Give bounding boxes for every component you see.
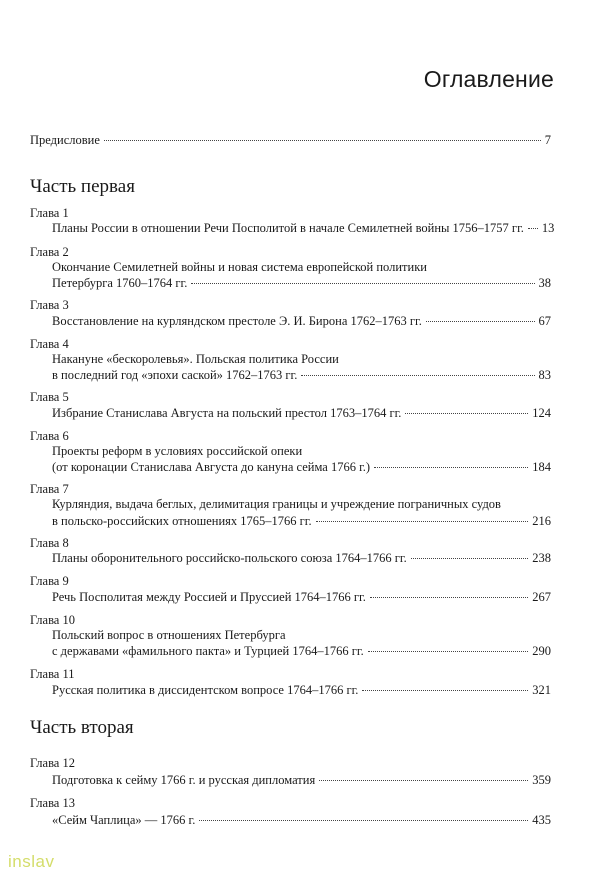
- dot-leader: [374, 467, 528, 468]
- dot-leader: [316, 521, 529, 522]
- page-number: 238: [532, 551, 551, 565]
- entry-text: Планы оборонительного российско-польского союза 1764–1766 гг.: [52, 551, 407, 565]
- entry-text: Восстановление на курляндском престоле Э. И. Бирона 1762–1763 гг.: [52, 314, 422, 328]
- dot-leader: [191, 283, 534, 284]
- entry-text: (от коронации Станислава Августа до кануна сейма 1766 г.): [52, 460, 371, 474]
- dot-leader: [319, 780, 528, 781]
- dot-leader: [362, 690, 528, 691]
- chapter-label: Глава 8: [30, 536, 69, 550]
- chapter-label: Глава 12: [30, 756, 75, 770]
- chapter-label: Глава 7: [30, 482, 69, 496]
- dot-leader: [426, 321, 535, 322]
- dot-leader: [370, 597, 528, 598]
- dot-leader: [199, 820, 528, 821]
- page-title: Оглавление: [423, 66, 554, 92]
- toc-entry[interactable]: [52, 312, 551, 330]
- page-number: 321: [532, 683, 551, 697]
- toc-entry[interactable]: [52, 404, 551, 422]
- toc-entry[interactable]: [52, 642, 551, 660]
- page-number: 38: [538, 276, 551, 290]
- toc-entry[interactable]: [52, 512, 551, 530]
- chapter-label: Глава 11: [30, 667, 75, 681]
- chapter-label: Глава 2: [30, 245, 69, 259]
- toc-entry[interactable]: [52, 811, 551, 829]
- entry-text: в польско-российских отношениях 1765–1766 гг.: [52, 514, 312, 528]
- page-number: 216: [532, 514, 551, 528]
- part-title: Часть первая: [30, 176, 135, 197]
- entry-text-line: Накануне «бескоролевья». Польская политика России: [52, 352, 339, 366]
- toc-entry[interactable]: [52, 219, 555, 237]
- chapter-label: Глава 10: [30, 613, 75, 627]
- dot-leader: [528, 228, 538, 229]
- page-number: 13: [541, 221, 555, 235]
- dot-leader: [104, 140, 541, 141]
- page-number: 124: [532, 406, 551, 420]
- page-number: 7: [544, 133, 551, 147]
- page-number: 184: [532, 460, 551, 474]
- page-number: 359: [532, 773, 551, 787]
- toc-entry-preface[interactable]: [30, 131, 551, 149]
- chapter-label: Глава 1: [30, 206, 69, 220]
- toc-entry[interactable]: [52, 458, 551, 476]
- part-title: Часть вторая: [30, 717, 134, 738]
- page-number: 67: [538, 314, 551, 328]
- toc-entry[interactable]: [52, 681, 551, 699]
- toc-entry[interactable]: [52, 549, 551, 567]
- chapter-label: Глава 5: [30, 390, 69, 404]
- chapter-label: Глава 9: [30, 574, 69, 588]
- page-number: 290: [532, 644, 551, 658]
- entry-text: с державами «фамильного пакта» и Турцией 1764–1766 гг.: [52, 644, 364, 658]
- toc-entry[interactable]: [52, 771, 551, 789]
- dot-leader: [411, 558, 528, 559]
- chapter-label: Глава 4: [30, 337, 69, 351]
- entry-text: Предисловие: [30, 133, 100, 147]
- page-number: 435: [532, 813, 551, 827]
- toc-entry[interactable]: [52, 274, 551, 292]
- entry-text: Петербурга 1760–1764 гг.: [52, 276, 188, 290]
- entry-text-line: Курляндия, выдача беглых, делимитация границы и учреждение пограничных судов: [52, 497, 501, 511]
- entry-text: Русская политика в диссидентском вопросе 1764–1766 гг.: [52, 683, 359, 697]
- toc-entry[interactable]: [52, 366, 551, 384]
- toc-entry[interactable]: [52, 588, 551, 606]
- entry-text: Речь Посполитая между Россией и Пруссией 1764–1766 гг.: [52, 590, 366, 604]
- page-number: 83: [538, 368, 551, 382]
- entry-text: «Сейм Чаплица» — 1766 г.: [52, 813, 196, 827]
- chapter-label: Глава 13: [30, 796, 75, 810]
- entry-text: в последний год «эпохи саской» 1762–1763 гг.: [52, 368, 298, 382]
- page-number: 267: [532, 590, 551, 604]
- dot-leader: [368, 651, 529, 652]
- dot-leader: [301, 375, 534, 376]
- dot-leader: [405, 413, 528, 414]
- entry-text-line: Окончание Семилетней войны и новая система европейской политики: [52, 260, 427, 274]
- chapter-label: Глава 3: [30, 298, 69, 312]
- entry-text: Подготовка к сейму 1766 г. и русская дипломатия: [52, 773, 316, 787]
- entry-text: Планы России в отношении Речи Посполитой в начале Семилетней войны 1756–1757 гг.: [52, 221, 524, 235]
- chapter-label: Глава 6: [30, 429, 69, 443]
- entry-text-line: Проекты реформ в условиях российской опеки: [52, 444, 303, 458]
- watermark: inslav: [8, 852, 55, 871]
- entry-text: Избрание Станислава Августа на польский престол 1763–1764 гг.: [52, 406, 402, 420]
- entry-text-line: Польский вопрос в отношениях Петербурга: [52, 628, 286, 642]
